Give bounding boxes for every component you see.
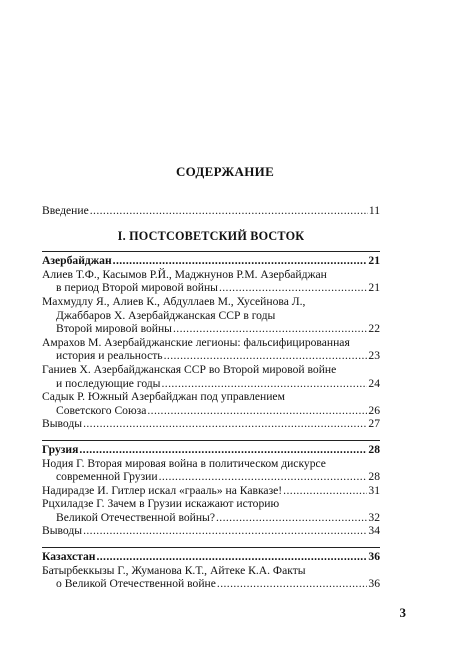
toc-entry-line: Надирадзе И. Гитлер искал «грааль» на Кавказе! <box>42 483 283 497</box>
toc-item-title: Введение <box>42 204 89 217</box>
toc-group-azerbaijan <box>42 251 380 431</box>
toc-group-georgia <box>42 440 380 538</box>
toc-group-kazakhstan <box>42 547 380 591</box>
toc-page-number: 26 <box>368 403 380 417</box>
toc-entry-line: Второй мировой войны <box>56 322 172 336</box>
toc-entry[interactable] <box>42 336 380 363</box>
toc-entry[interactable] <box>42 497 380 524</box>
toc-entry-line: Джаббаров Х. Азербайджанская ССР в годы <box>56 308 276 322</box>
toc-heading-title: Казахстан <box>42 550 96 564</box>
toc-heading-title: Азербайджан <box>42 254 112 268</box>
dot-leader <box>79 443 367 457</box>
dot-leader <box>216 511 367 525</box>
dot-leader <box>96 550 367 564</box>
dot-leader <box>83 417 367 431</box>
page-number: 3 <box>399 605 406 620</box>
toc-page-number: 23 <box>368 349 380 363</box>
table-of-contents <box>42 204 380 591</box>
dot-leader <box>113 254 368 268</box>
toc-entry-line: Амрахов М. Азербайджанские легионы: фальсифицированная <box>42 335 350 349</box>
toc-item-title: Выводы <box>42 524 83 538</box>
toc-item-title: Выводы <box>42 417 83 431</box>
dot-leader <box>283 484 367 498</box>
toc-entry[interactable] <box>42 457 380 484</box>
toc-page-number: 31 <box>368 483 380 497</box>
dot-leader <box>164 349 368 363</box>
toc-entry-line: и последующие годы <box>56 376 161 390</box>
dot-leader <box>173 322 367 336</box>
dot-leader <box>161 377 367 391</box>
toc-entry-line: Нодия Г. Вторая мировая война в политическом дискурсе <box>42 456 326 470</box>
toc-entry-line: Садык Р. Южный Азербайджан под управлением <box>42 390 285 404</box>
toc-entry-line: современной Грузии <box>56 470 158 484</box>
toc-entry[interactable] <box>42 295 380 336</box>
toc-page-number: 32 <box>368 510 380 524</box>
toc-heading-title: Грузия <box>42 442 79 456</box>
dot-leader <box>147 404 367 418</box>
toc-entry-line: Махмудлу Я., Алиев К., Абдуллаев М., Хусейнова Л., <box>42 294 306 308</box>
toc-entry-line: Рцхиладзе Г. Зачем в Грузии искажают историю <box>42 497 280 511</box>
toc-entry-line: о Великой Отечественной войне <box>56 577 216 591</box>
dot-leader <box>159 470 368 484</box>
toc-page-number: 36 <box>368 577 380 591</box>
toc-heading-georgia[interactable] <box>42 443 380 457</box>
toc-entry[interactable] <box>42 564 380 591</box>
toc-item-conclusions[interactable] <box>42 417 380 431</box>
dot-leader <box>219 281 367 295</box>
dot-leader <box>217 577 368 591</box>
toc-entry[interactable] <box>42 268 380 295</box>
dot-leader <box>90 204 368 218</box>
toc-page-number: 28 <box>368 470 380 484</box>
toc-page-number: 28 <box>368 442 380 456</box>
toc-entry-line: Ганиев Х. Азербайджанская ССР во Второй мировой войне <box>42 362 337 376</box>
toc-page-number: 22 <box>368 322 380 336</box>
toc-page-number: 34 <box>368 524 380 538</box>
toc-entry-line: Алиев Т.Ф., Касымов Р.Й., Маджнунов Р.М. Азербайджан <box>42 267 327 281</box>
toc-item-intro[interactable] <box>42 204 380 218</box>
toc-page-number: 36 <box>368 550 380 564</box>
toc-page-number: 24 <box>368 376 380 390</box>
toc-page-number: 21 <box>368 281 380 295</box>
section-title: I. ПОСТСОВЕТСКИЙ ВОСТОК <box>117 228 305 243</box>
toc-entry[interactable] <box>42 484 380 498</box>
toc-entry-line: в период Второй мировой войны <box>56 281 218 295</box>
toc-entry-line: Батырбеккызы Г., Жуманова К.Т., Айтеке К.А. Факты <box>42 563 306 577</box>
toc-page-number: 11 <box>368 204 380 217</box>
page-title: СОДЕРЖАНИЕ <box>175 164 275 179</box>
toc-heading-kazakhstan[interactable] <box>42 550 380 564</box>
toc-entry-line: история и реальность <box>56 349 163 363</box>
toc-entry-line: Советского Союза <box>56 403 147 417</box>
toc-entry[interactable] <box>42 390 380 417</box>
toc-page-number: 27 <box>368 417 380 431</box>
dot-leader <box>83 524 367 538</box>
toc-heading-azerbaijan[interactable] <box>42 254 380 268</box>
toc-page-number: 21 <box>368 254 380 268</box>
toc-item-conclusions[interactable] <box>42 524 380 538</box>
toc-entry[interactable] <box>42 363 380 390</box>
toc-entry-line: Великой Отечественной войны? <box>56 510 215 524</box>
